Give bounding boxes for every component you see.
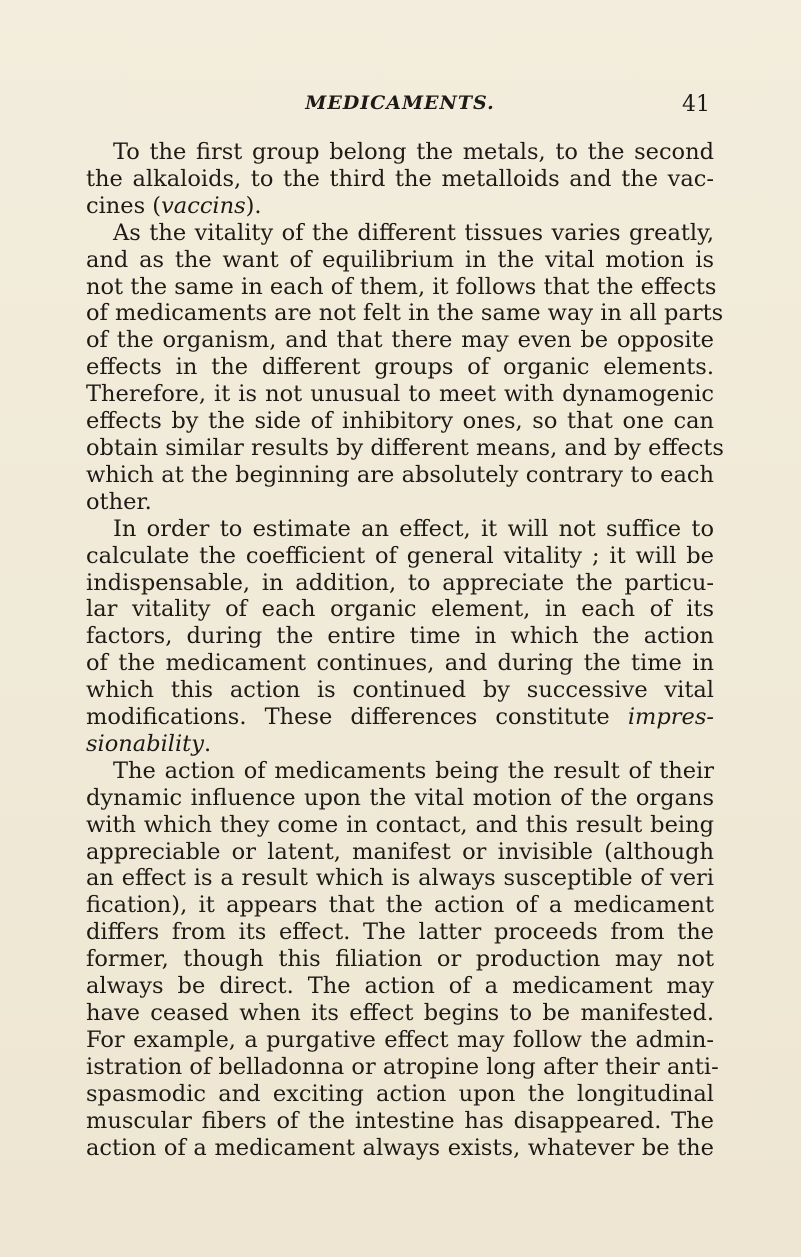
text-line: differs from its effect. The latter proceeds from the xyxy=(86,919,714,946)
text-line: action of a medicament always exists, whatever be the xyxy=(86,1134,714,1161)
text-run: ). xyxy=(245,192,262,219)
page-number: 41 xyxy=(682,92,710,117)
text-line: To the first group belong the metals, to the second xyxy=(113,139,714,165)
text-run: modifications. These differences constitute xyxy=(86,704,628,731)
text-run: cines ( xyxy=(86,192,162,219)
text-line: The action of medicaments being the result of their xyxy=(113,757,714,784)
text-line: As the vitality of the different tissues varies greatly, xyxy=(113,219,714,246)
text-line: For example, a purgative effect may follow the admin- xyxy=(86,1026,714,1053)
text-line: effects in the different groups of organic elements. xyxy=(86,354,714,381)
text-line xyxy=(86,193,714,220)
running-head xyxy=(90,92,710,122)
text-line xyxy=(86,704,714,731)
text-line: the alkaloids, to the third the metalloids and the vac- xyxy=(86,165,714,192)
text-line: have ceased when its effect begins to be manifested. xyxy=(86,1000,714,1026)
text-line: and as the want of equilibrium in the vital motion is xyxy=(86,246,714,273)
text-line: spasmodic and exciting action upon the longitudinal xyxy=(86,1080,714,1107)
text-line: obtain similar results by different means, and by effects xyxy=(86,434,724,461)
text-line: fication), it appears that the action of a medicament xyxy=(86,892,714,919)
text-line: with which they come in contact, and this result being xyxy=(86,811,714,838)
italic-text-run: vaccins xyxy=(161,192,246,219)
text-line: of the medicament continues, and during the time in xyxy=(86,650,714,677)
text-line: of the organism, and that there may even be opposite xyxy=(86,327,714,354)
running-title: MEDICAMENTS. xyxy=(305,92,495,114)
text-line: Therefore, it is not unusual to meet with dynamogenic xyxy=(86,381,714,408)
text-line: factors, during the entire time in which the action xyxy=(86,623,714,650)
italic-text-run: sionability xyxy=(86,730,204,757)
text-line: calculate the coefficient of general vitality ; it will be xyxy=(86,542,714,569)
text-line: of medicaments are not felt in the same way in all parts xyxy=(86,300,724,327)
text-line xyxy=(86,731,714,758)
text-line: an effect is a result which is always susceptible of veri xyxy=(86,865,714,892)
text-line: effects by the side of inhibitory ones, so that one can xyxy=(86,408,714,435)
text-line: muscular fibers of the intestine has disappeared. The xyxy=(86,1107,714,1134)
text-line: former, though this filiation or production may not xyxy=(86,946,714,973)
text-line: which at the beginning are absolutely contrary to each xyxy=(86,461,714,488)
italic-text-run: impres- xyxy=(627,704,714,731)
text-line: not the same in each of them, it follows that the effects xyxy=(86,273,717,300)
body-text xyxy=(86,139,724,1161)
text-line: which this action is continued by successive vital xyxy=(86,677,714,704)
text-line: In order to estimate an effect, it will not suffice to xyxy=(113,515,714,542)
text-line: always be direct. The action of a medicament may xyxy=(86,973,714,1000)
text-line: other. xyxy=(86,488,152,515)
text-line: lar vitality of each organic element, in each of its xyxy=(86,596,714,623)
text-run: . xyxy=(203,730,212,757)
text-line: dynamic influence upon the vital motion of the organs xyxy=(86,784,714,811)
text-line: indispensable, in addition, to appreciate the particu- xyxy=(86,569,714,596)
text-line: appreciable or latent, manifest or invisible (although xyxy=(86,838,714,865)
text-line: istration of belladonna or atropine long after their anti- xyxy=(86,1053,719,1080)
